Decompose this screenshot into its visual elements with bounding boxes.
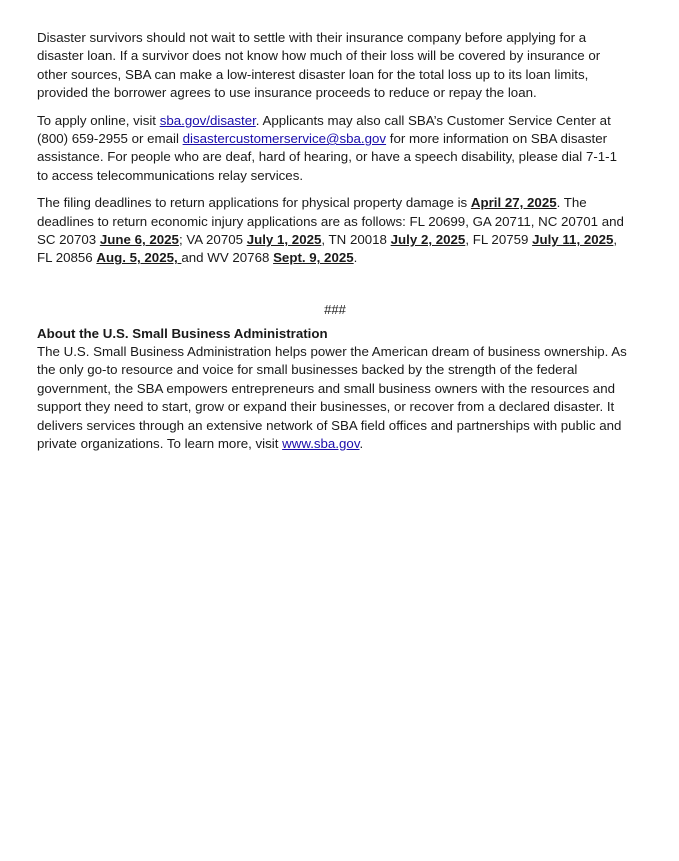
deadline-text-2: . The deadlines to return economic injury applications are as follows: FL 20699, GA 20711, NC 20701 and SC 20703 [37, 195, 624, 248]
deadline-date-sc: June 6, 2025 [99, 232, 179, 248]
paragraph-apply-online [37, 112, 631, 186]
deadline-date-physical: April 27, 2025 [470, 195, 557, 211]
deadline-text-7: and WV 20768 [181, 250, 274, 266]
sba-disaster-link[interactable]: sba.gov/disaster [159, 112, 256, 128]
deadline-text-4: , TN 20018 [321, 232, 391, 248]
section-separator: ### [324, 301, 346, 317]
apply-text-3: for more information on SBA disaster assistance. For people who are deaf, hard of hearing, or have a speech disability, please dial 7-1-1 to access telecommunications relay services. [37, 131, 617, 183]
deadline-text-5: , FL 20759 [465, 232, 533, 248]
deadline-text-8: . [353, 250, 358, 266]
deadline-text-3: ; VA 20705 [178, 232, 247, 248]
about-paragraph [37, 343, 631, 453]
email-link[interactable]: disastercustomerservice@sba.gov [182, 131, 387, 147]
deadline-date-fl2: Aug. 5, 2025, [96, 250, 182, 266]
deadline-date-wv: Sept. 9, 2025 [273, 250, 354, 266]
paragraph-insurance: Disaster survivors should not wait to settle with their insurance company before applying for a disaster loan. If a survivor does not know how much of their loss will be covered by insurance or other sources, SBA can make a low-interest disaster loan for the total loss up to its loan limits, provided the borrower agrees to use insurance proceeds to reduce or repay the loan. [37, 30, 601, 101]
deadline-date-tn: July 2, 2025 [390, 232, 466, 248]
apply-text-1: To apply online, visit [37, 112, 160, 128]
deadline-text-6: , FL 20856 [37, 232, 618, 266]
about-end: . [359, 435, 364, 451]
deadline-text-1: The filing deadlines to return applications for physical property damage is [37, 195, 471, 211]
sba-website-link[interactable]: www.sba.gov [282, 435, 360, 451]
apply-text-2: . Applicants may also call SBA’s Customer Service Center at (800) 659-2955 or email [37, 112, 611, 147]
paragraph-deadlines [37, 194, 631, 268]
deadline-date-fl1: July 11, 2025 [532, 232, 614, 248]
deadline-date-va: July 1, 2025 [246, 232, 322, 248]
about-body-text: The U.S. Small Business Administration helps power the American dream of business ownership. As the only go-to resource and voice for small businesses backed by the strength of the federal government, the SBA empowers entrepreneurs and small business owners with the resources and support they need to start, grow or expand their businesses, or recover from a declared disaster. It delivers services through an extensive network of SBA field offices and partnerships with public and private organizations. To learn more, visit [37, 343, 627, 451]
about-heading: About the U.S. Small Business Administration [37, 325, 328, 341]
